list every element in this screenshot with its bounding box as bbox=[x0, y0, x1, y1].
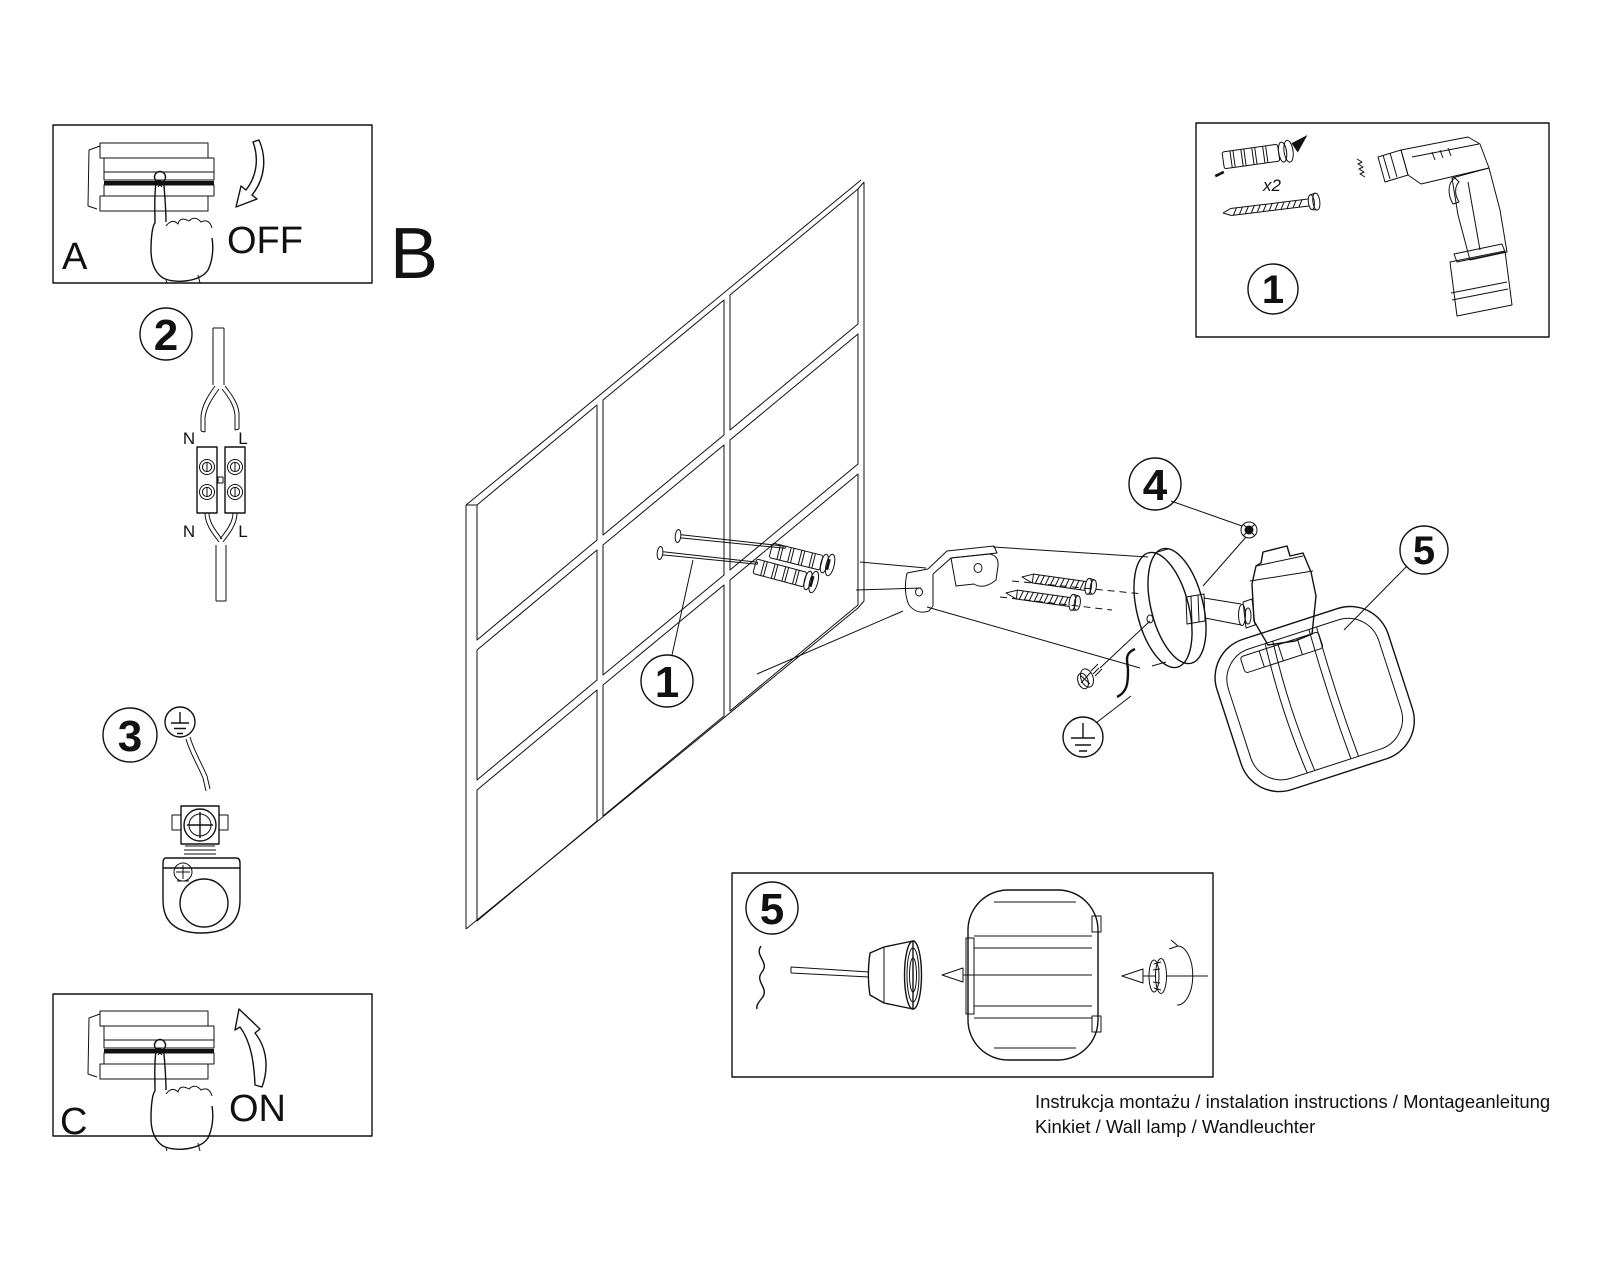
footer-title-line1: Instrukcja montażu / instalation instructions / Montageanleitung bbox=[1035, 1091, 1551, 1112]
step-4-mounting bbox=[757, 458, 1257, 757]
anchor-quantity-label: x2 bbox=[1263, 176, 1281, 195]
footer-title-line2: Kinkiet / Wall lamp / Wandleuchter bbox=[1035, 1116, 1316, 1137]
wall-mount-base-drawing bbox=[163, 858, 240, 933]
cage-shade-drawing bbox=[1205, 596, 1425, 802]
wall-anchor-drawing bbox=[1211, 135, 1311, 176]
breaker-drawing bbox=[88, 1011, 214, 1079]
step-1-fixings bbox=[641, 529, 837, 707]
panel-c-action-label: ON bbox=[229, 1088, 286, 1130]
lamp-terminal-drawing bbox=[172, 806, 228, 858]
mounting-bracket-drawing bbox=[905, 546, 998, 612]
canopy-plate-drawing bbox=[1123, 542, 1255, 673]
kit-box bbox=[1196, 123, 1549, 337]
arrow-down-icon bbox=[236, 140, 264, 207]
ground-symbol-icon bbox=[1063, 717, 1103, 757]
mounting-screw-drawing bbox=[1021, 569, 1097, 595]
drill-icon bbox=[1357, 137, 1512, 316]
screw-drawing bbox=[1222, 193, 1321, 222]
step-5-number: 5 bbox=[1412, 529, 1436, 573]
ground-symbol-icon bbox=[165, 707, 195, 737]
cap-screw-drawing bbox=[1241, 522, 1257, 538]
wire-label-n-bottom: N bbox=[182, 522, 196, 541]
wire-label-n-top: N bbox=[182, 429, 196, 448]
step-1-number: 1 bbox=[654, 658, 680, 707]
breaker-drawing bbox=[88, 143, 214, 211]
panel-c-power-on bbox=[53, 994, 372, 1151]
screw-drawing bbox=[657, 546, 759, 569]
small-screw-drawing bbox=[1076, 664, 1102, 690]
step-2-number: 2 bbox=[153, 311, 179, 360]
mounting-screw-drawing bbox=[1005, 585, 1081, 611]
wire-label-l-bottom: L bbox=[238, 522, 248, 541]
stem-drawing bbox=[791, 967, 869, 977]
arrow-up-icon bbox=[235, 1009, 266, 1087]
leader-line bbox=[1096, 696, 1131, 723]
panel-c-letter: C bbox=[60, 1101, 88, 1143]
step-4-number: 4 bbox=[1142, 461, 1168, 510]
step-2-wiring-diagram bbox=[140, 308, 248, 601]
panel-a-letter: A bbox=[62, 236, 88, 278]
leader-line bbox=[1344, 566, 1407, 630]
section-b-label: B bbox=[390, 214, 439, 294]
insert-arrow-icon bbox=[942, 968, 963, 982]
leader-line bbox=[672, 560, 693, 655]
leader-line bbox=[1100, 621, 1150, 668]
terminal-block-right bbox=[225, 447, 245, 513]
step-3-number: 3 bbox=[117, 712, 143, 761]
panel-a-action-label: OFF bbox=[227, 220, 303, 262]
step-3-earth-diagram bbox=[103, 707, 240, 933]
terminal-block-left bbox=[197, 447, 217, 513]
ring-nut-drawing bbox=[1149, 959, 1167, 994]
insert-arrow-icon bbox=[1122, 969, 1143, 983]
step-5-number: 5 bbox=[759, 885, 785, 934]
wire-label-l-top: L bbox=[238, 429, 248, 448]
step-1-number: 1 bbox=[1261, 268, 1285, 312]
terminal-screws bbox=[200, 460, 243, 500]
socket-cup-drawing bbox=[869, 941, 922, 1009]
lamp-head-drawing bbox=[1205, 526, 1448, 802]
leader-line bbox=[1171, 501, 1246, 586]
cable-drawing bbox=[757, 946, 765, 1009]
panel-a-power-off bbox=[53, 125, 372, 283]
kit-box-frame bbox=[1196, 123, 1549, 337]
panel-a-frame bbox=[53, 125, 372, 283]
rotate-arrow-icon bbox=[1169, 940, 1193, 1005]
shade-assembly-box bbox=[732, 873, 1213, 1077]
power-cable-drawing bbox=[1117, 649, 1135, 697]
